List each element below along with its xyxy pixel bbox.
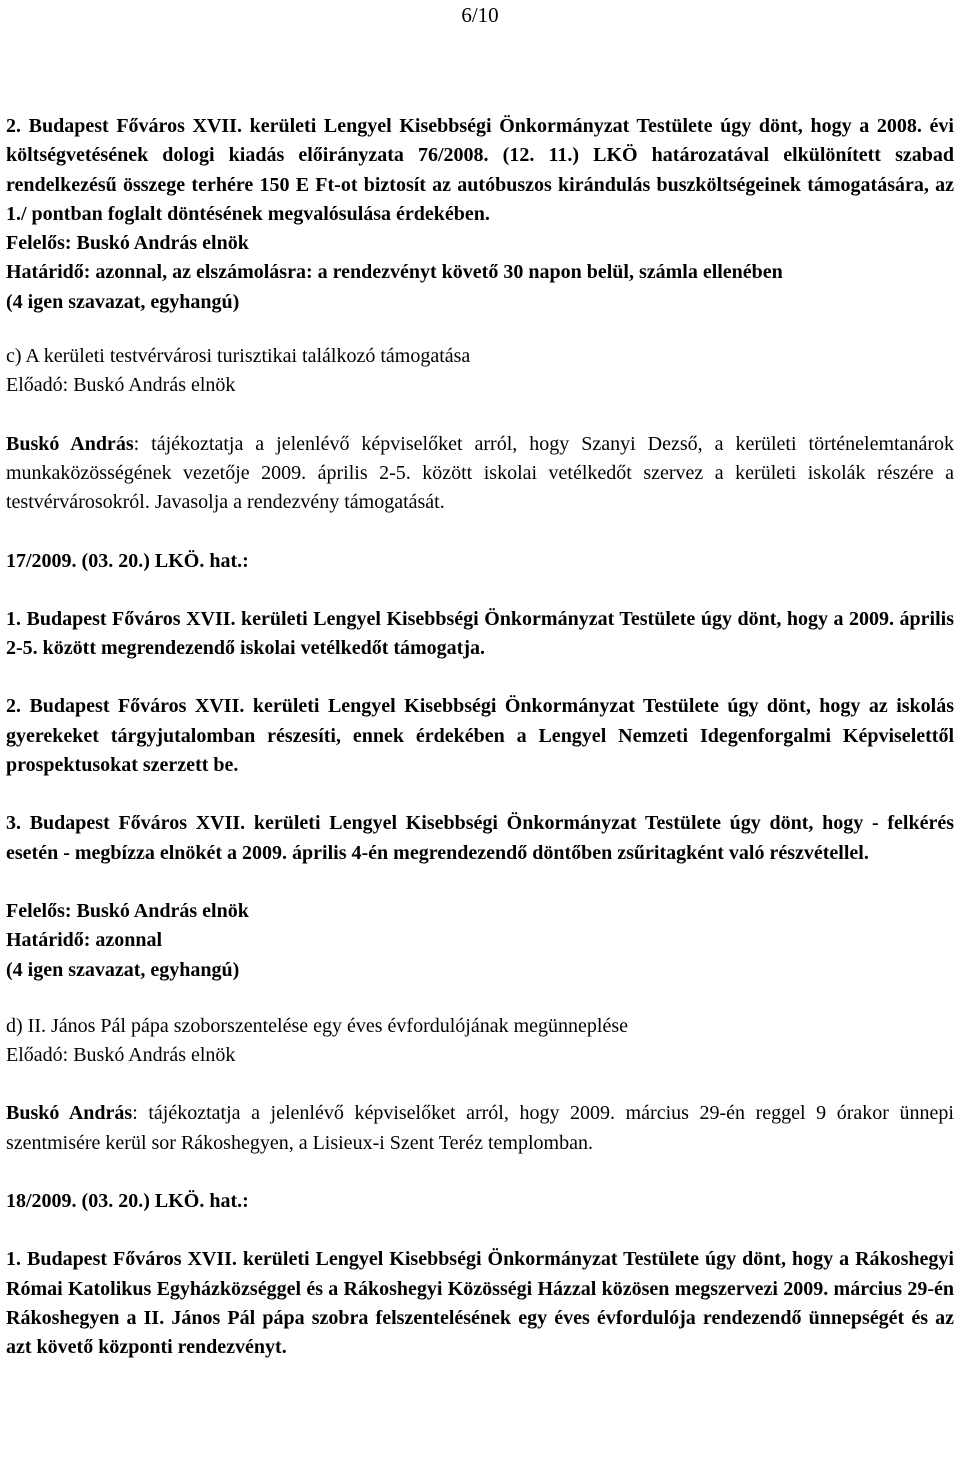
- resolution-point: 2. Budapest Főváros XVII. kerületi Lengyel Kisebbségi Önkormányzat Testülete úgy dönt, hogy az iskolás gyerekeket tárgyjutalomban részesíti, ennek érdekében a Lengyel Nemzeti Idegenforgalmi Képviselettől prospektusokat szerzett be.: [6, 695, 954, 777]
- speaker-text: : tájékoztatja a jelenlévő képviselőket arról, hogy 2009. március 29-én reggel 9 órakor ünnepi szentmisére kerül sor Rákoshegyen, a Lisieux-i Szent Teréz templomban.: [6, 1102, 954, 1154]
- speaker-statement: [6, 430, 954, 518]
- agenda-heading: c) A kerületi testvérvárosi turisztikai találkozó támogatása: [6, 345, 471, 368]
- responsible-person: Felelős: Buskó András elnök: [6, 232, 249, 255]
- speaker-name: Buskó András: [6, 1102, 133, 1125]
- document-body: [6, 112, 954, 1363]
- resolution-point: 1. Budapest Főváros XVII. kerületi Lengyel Kisebbségi Önkormányzat Testülete úgy dönt, hogy a 2009. április 2-5. között megrendezendő iskolai vetélkedőt támogatja.: [6, 607, 954, 660]
- speaker-text: : tájékoztatja a jelenlévő képviselőket arról, hogy Szanyi Dezső, a kerületi történelemtanárok munkaközösségének vezetője 2009. április 2-5. között iskolai vetélkedőt szervez a kerületi iskolák részére a testvérvárosokról. Javasolja a rendezvény támogatását.: [6, 432, 954, 514]
- resolution-number: 18/2009. (03. 20.) LKÖ. hat.:: [6, 1190, 249, 1213]
- vote-result: (4 igen szavazat, egyhangú): [6, 958, 240, 981]
- deadline: Határidő: azonnal, az elszámolásra: a rendezvényt követő 30 napon belül, számla ellenében: [6, 261, 783, 284]
- agenda-heading: d) II. János Pál pápa szoborszentelése egy éves évfordulójának megünneplése: [6, 1014, 629, 1037]
- page-number: 6/10: [461, 3, 499, 27]
- resolution-point: 1. Budapest Főváros XVII. kerületi Lengyel Kisebbségi Önkormányzat Testülete úgy dönt, hogy a Rákoshegyi Római Katolikus Egyházközséggel és a Rákoshegyi Közösségi Házzal közösen megszervezi 2009. március 29-én Rákoshegyen a II. János Pál pápa szobra felszentelésének egy éves évfordulója rendezendő ünnepségét és az azt követő központi rendezvényt.: [6, 1248, 954, 1359]
- resolution-point: 3. Budapest Főváros XVII. kerületi Lengyel Kisebbségi Önkormányzat Testülete úgy dönt, hogy - felkérés esetén - megbízza elnökét a 2009. április 4-én megrendezendő döntőben zsűritagként való részvétellel.: [6, 812, 954, 864]
- vote-result: (4 igen szavazat, egyhangú): [6, 290, 240, 313]
- speaker-statement: [6, 1099, 954, 1158]
- resolution-point: 2. Budapest Főváros XVII. kerületi Lengyel Kisebbségi Önkormányzat Testülete úgy dönt, hogy a 2008. évi költségvetésének dologi kiadás előirányzata 76/2008. (12. 11.) LKÖ határozatával elkülönített szabad rendelkezésű összege terhére 150 E Ft-ot biztosít az autóbuszos kirándulás buszköltségeinek támogatására, az 1./ pontban foglalt döntésének megvalósulása érdekében.: [6, 115, 954, 225]
- speaker-name: Buskó András: [6, 432, 134, 455]
- presenter: Előadó: Buskó András elnök: [6, 374, 236, 397]
- resolution-number: 17/2009. (03. 20.) LKÖ. hat.:: [6, 549, 249, 572]
- deadline: Határidő: azonnal: [6, 929, 163, 952]
- responsible-person: Felelős: Buskó András elnök: [6, 899, 249, 922]
- presenter: Előadó: Buskó András elnök: [6, 1044, 236, 1067]
